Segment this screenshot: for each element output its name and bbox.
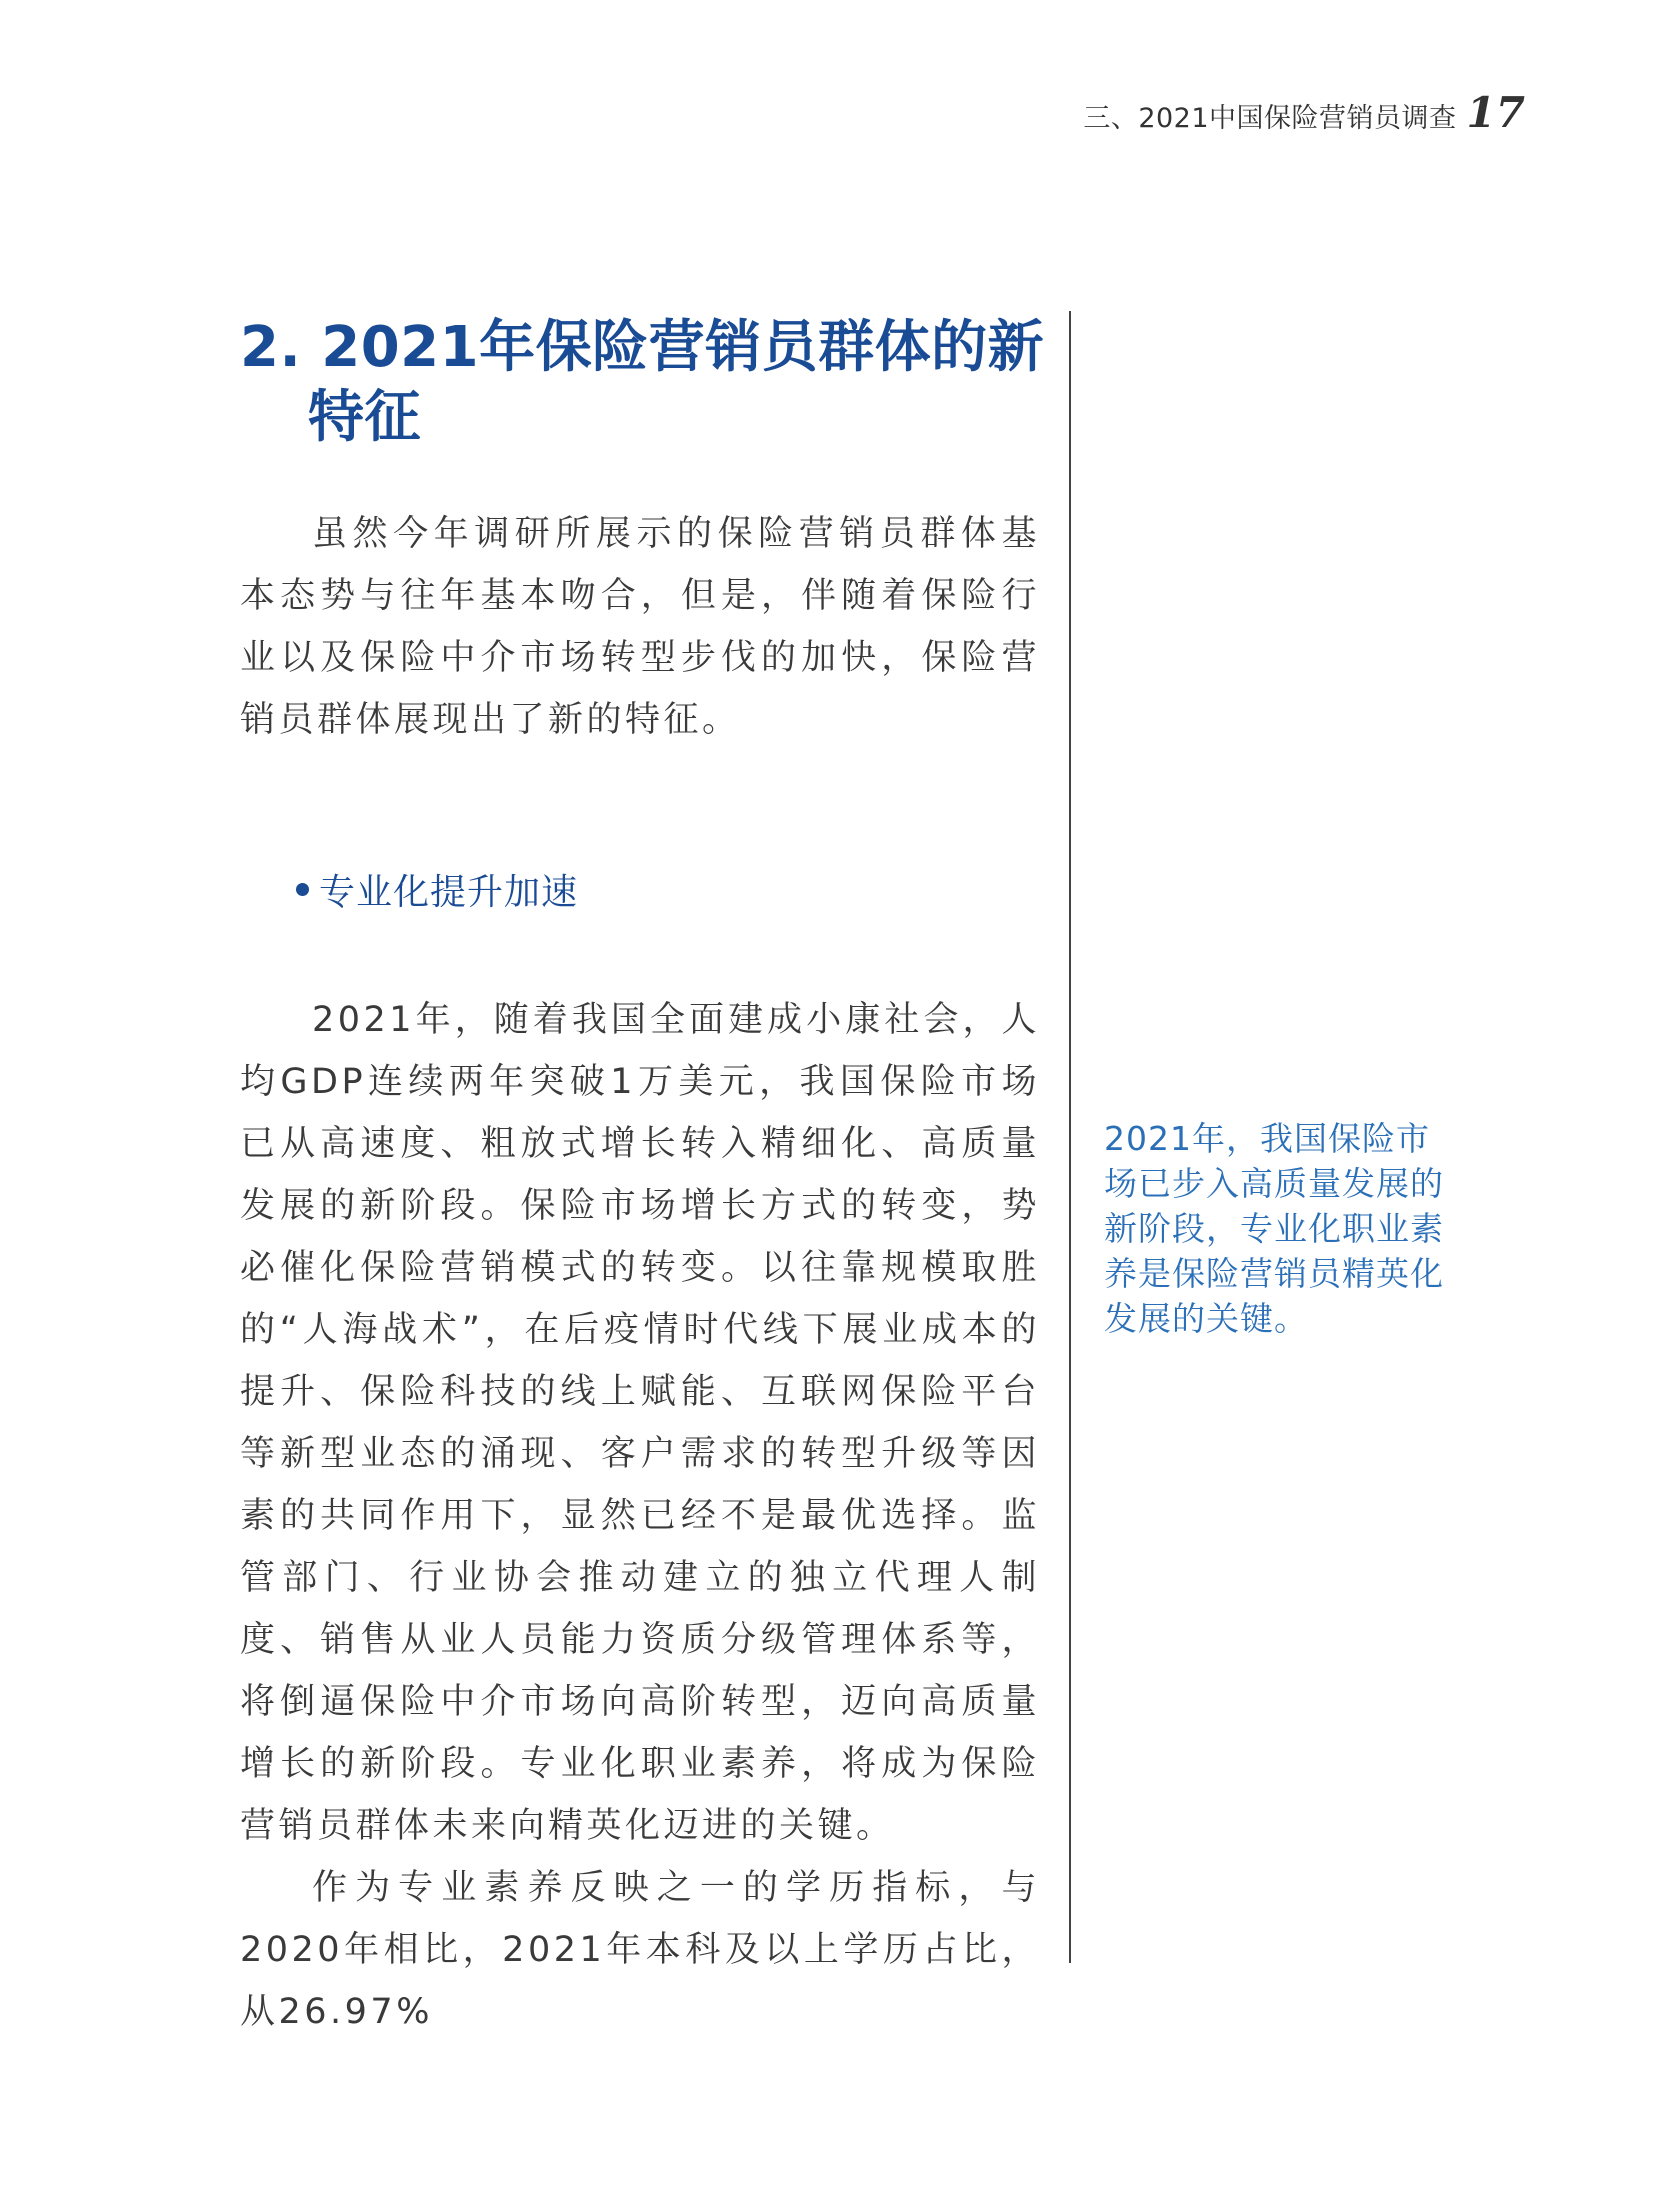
running-header: [1083, 88, 1525, 137]
header-section-title: 三、2021中国保险营销员调查: [1083, 103, 1457, 134]
body-paragraph-1: 2021年，随着我国全面建成小康社会，人均GDP连续两年突破1万美元，我国保险市场已从高速度、粗放式增长转入精细化、高质量发展的新阶段。保险市场增长方式的转变，势必催化保险营销模式的转变。以往靠规模取胜的“人海战术”，在后疫情时代线下展业成本的提升、保险科技的线上赋能、互联网保险平台等新型业态的涌现、客户需求的转型升级等因素的共同作用下，显然已经不是最优选择。监管部门、行业协会推动建立的独立代理人制度、销售从业人员能力资质分级管理体系等，将倒逼保险中介市场向高阶转型，迈向高质量增长的新阶段。专业化职业素养，将成为保险营销员群体未来向精英化迈进的关键。: [240, 1000, 1040, 1846]
subheading: [296, 864, 578, 915]
page-number: 17: [1466, 88, 1525, 137]
section-title: 2. 2021年保险营销员群体的新特征: [240, 315, 1045, 450]
body-paragraph-2: 作为专业素养反映之一的学历指标，与2020年相比，2021年本科及以上学历占比，从26.97%: [240, 1868, 1040, 2032]
subheading-text: 专业化提升加速: [319, 872, 579, 913]
bullet-icon: [296, 883, 309, 896]
sidebar-pull-quote: 2021年，我国保险市场已步入高质量发展的新阶段，专业化职业素养是保险营销员精英化发展的关键。: [1104, 1119, 1444, 1338]
column-divider: [1069, 311, 1071, 1963]
intro-paragraph: 虽然今年调研所展示的保险营销员群体基本态势与往年基本吻合，但是，伴随着保险行业以及保险中介市场转型步伐的加快，保险营销员群体展现出了新的特征。: [240, 514, 1040, 740]
